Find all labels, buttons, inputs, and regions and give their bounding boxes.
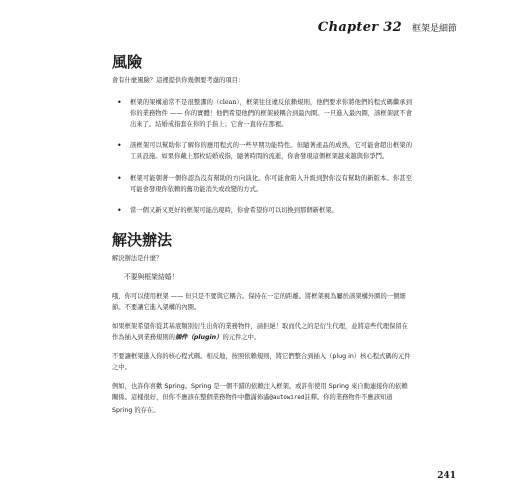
list-item-text: 當一個又新又更好的框架可能出現時，你會希望你可以切換到那個新框架。 [130, 206, 338, 214]
chapter-title: 框架是細節 [411, 24, 457, 34]
risks-intro: 會有什麼風險？這裡提供你幾個要考慮的項目： [112, 77, 245, 84]
bullet-icon: • [117, 141, 122, 151]
paragraph: 如果框架希望你從其基底類別衍生出你的業務物件，請拒絕！取而代之的是衍生代理，並將這些代理保留在作為插入到業務規則的插件（plugin）的元件之中。 [112, 322, 408, 342]
list-item [112, 205, 412, 216]
code-autowired: @autowired [269, 395, 305, 402]
paragraph: 不要讓框架進入你的核心程式碼。相反地，按照依賴規則，將它們整合到插入（plug in）核心程式碼的元件之中。 [112, 352, 411, 372]
section-heading-solution: 解決辦法 [112, 231, 173, 250]
paragraph: 哦，你可以使用框架 —— 但只是不要與它耦合。保持在一定的距離。將框架視為屬於該架構外圈的一個細節。不要讓它進入架構的內圈。 [112, 292, 406, 312]
section-heading-risks: 風險 [112, 53, 143, 71]
paragraph: 例如，也許你喜歡 Spring。Spring 是一個不錯的依賴注入框架。或許你使用 Spring 來自動連接你的依賴關係。這樣很好，但你不應該在整個業務物件中撒滿佈滿@autowired註釋。你的業務物件不應該知道 Spring 的存在。 [112, 382, 408, 414]
bullet-icon: • [117, 97, 122, 107]
risk-list [112, 97, 412, 217]
list-item-text: 框架的架構通常不是很整潔的（clean），框架往往違反依賴規則，他們要求你將他們的程式碼繼承到你的業務物件 —— 你的實體！他們希望他們的框架被耦合到最內圈。一旦進入最內圈，該框架就不會出來了。結婚戒指套在你的手指上；它會一直待在那裡。 [130, 98, 412, 128]
list-item-text: 框架可能朝著一個你認為沒有幫助的方向演化。你可能會陷入升級到對你沒有幫助的新版本。你甚至可能會發現你依賴的舊功能消失或改變的方式。 [130, 174, 412, 193]
quote-line: 不要與框架結婚！ [124, 272, 179, 281]
list-item [112, 140, 412, 162]
page-number: 241 [437, 471, 456, 481]
list-item [112, 97, 412, 131]
solution-intro: 解決辦法是什麼？ [112, 255, 163, 263]
emphasis-plugin: 插件（plugin） [174, 334, 223, 342]
list-item-text: 該框架可以幫助你了解你的應用程式的一些早期功能特性。但隨著產品的成熟，它可能會超出框架的工具設施。如果你戴上那枚結婚戒指，隨著時間的流逝，你會發現這個框架越來越與你爭鬥。 [130, 142, 412, 161]
list-item [112, 173, 412, 195]
bullet-icon: • [117, 173, 122, 183]
bullet-icon: • [117, 205, 122, 215]
page-body [112, 52, 412, 423]
chapter-label: Chapter 32 [317, 20, 402, 35]
running-header [318, 20, 457, 35]
